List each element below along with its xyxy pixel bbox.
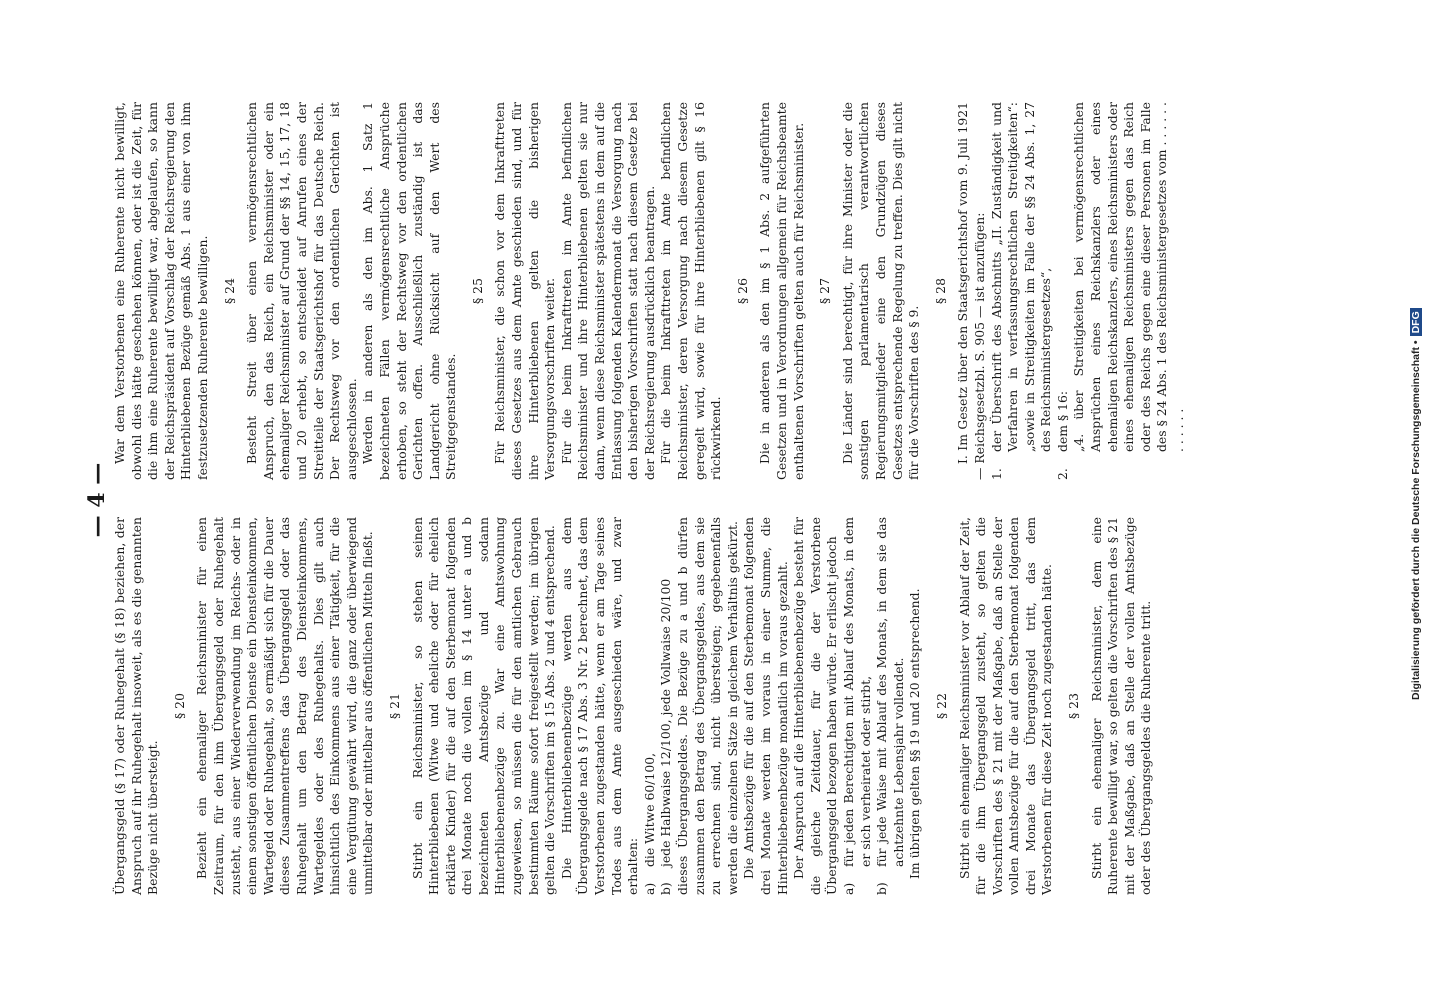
section-heading: § 25	[469, 278, 485, 304]
paragraph: Die in anderen als den im § 1 Abs. 2 aufgeführten Gesetzen und in Verordnungen allgemein für Reichsbeamte enthaltenen Vorschriften gelten auch für Reichsminister.	[757, 102, 806, 480]
paragraph: Werden in anderen als den im Abs. 1 Satz 1 bezeichneten Fällen vermögensrechtliche Ansprüche erhoben, so steht der Rechtsweg vor den ordentlichen Gerichten offen. Ausschließlich zuständig ist das Landgericht ohne Rücksicht auf den Wert des Streitgegenstandes.	[360, 102, 459, 480]
list-item	[1055, 102, 1072, 480]
paragraph: Besteht Streit über einen vermögensrechtlichen Anspruch, den das Reich, ein Reichsminister oder ein ehemaliger Reichsminister auf Grund der §§ 14, 15, 17, 18 und 20 erhebt, so entscheidet auf Anrufen eines der Streitteile der Staatsgerichtshof für das Deutsche Reich. Der Rechtsweg vor den ordentlichen Gerichten ist ausgeschlossen.	[244, 102, 359, 480]
list-item-label: a)	[840, 882, 856, 895]
list-item-text: dem § 16:	[1054, 390, 1070, 452]
list-item	[642, 517, 659, 895]
dfg-logo: DFG	[1410, 308, 1422, 336]
list-item-text: „4. über Streitigkeiten bei vermögensrechtlichen Ansprüchen eines Reichskanzlers oder eines ehemaligen Reichskanzlers, eines Reichsministers oder eines ehemaligen Reichsministers gegen das Reich oder des Reichs gegen eine dieser Personen im Falle des § 24 Abs. 1 des Reichsministergesetzes vom . . . . . . . . . . . .	[1071, 102, 1187, 452]
digitization-caption: Digitalisierung gefördert durch die Deutsche Forschungsgemeinschaft •	[1410, 340, 1422, 700]
paragraph: Für die beim Inkrafttreten im Amte befindlichen Reichsminister und ihre Hinterbliebenen gelten sie nur dann, wenn diese Reichsminister spätestens in dem auf die Entlassung folgenden Kalendermonat die Versorgung nach den bisherigen Vorschriften statt nach diesem Gesetze bei der Reichsregierung ausdrücklich beantragen.	[558, 102, 657, 480]
list-item	[989, 102, 1055, 480]
list-item-label: 2.	[1054, 468, 1070, 480]
section-heading: § 26	[734, 278, 750, 304]
paragraph: Bezieht ein ehemaliger Reichsminister für einen Zeitraum, für den ihm Übergangsgeld oder Ruhegehalt zusteht, aus einer Wiederverwendung im Reichs- oder in einem sonstigen öffentlichen Dienste ein Diensteinkommen, Wartegeld oder Ruhegehalt, so ermäßigt sich für die Dauer dieses Zusammentreffens das Übergangsgeld oder das Ruhegehalt um den Betrag des Diensteinkommens, Wartegeldes oder des Ruhegehalts. Dies gilt auch hinsichtlich des Einkommens aus einer Tätigkeit, für die eine Vergütung gewährt wird, die ganz oder überwiegend unmittelbar oder mittelbar aus öffentlichen Mitteln fließt.	[194, 517, 376, 895]
paragraph: Im übrigen gelten §§ 19 und 20 entsprechend.	[907, 588, 923, 879]
paragraph: Stirbt ein Reichsminister, so stehen seinen Hinterbliebenen (Witwe und eheliche oder für ehelich erklärte Kinder) für die auf den Sterbemonat folgenden drei Monate noch die vollen im § 14 unter a und b bezeichneten Amtsbezüge und sodann Hinterbliebenenbezüge zu. War eine Amtswohnung zugewiesen, so müssen die für den amtlichen Gebrauch bestimmten Räume sofort freigestellt werden; im übrigen gelten die Vorschriften im § 15 Abs. 2 und 4 entsprechend.	[409, 517, 558, 895]
list-item-label: b)	[658, 882, 674, 895]
section-heading: § 21	[386, 693, 402, 719]
paragraph: Stirbt ein ehemaliger Reichsminister, dem eine Ruherente bewilligt war, so gelten die Vorschriften des § 21 mit der Maßgabe, daß an Stelle der vollen Amtsbezüge oder des Übergangsgeldes die Ruherente tritt.	[1088, 517, 1154, 895]
paragraph: Die Amtsbezüge für die auf den Sterbemonat folgenden drei Monate werden im voraus in einer Summe, die Hinterbliebenenbezüge monatlich im voraus gezahlt.	[741, 517, 790, 895]
section-heading: § 27	[817, 278, 833, 304]
paragraph: I. Im Gesetz über den Staatsgerichtshof vom 9. Juli 1921 — Reichsgesetzbl. S. 905 — ist anzufügen:	[955, 102, 987, 480]
list-item-text: für jeden Berechtigten mit Ablauf des Monats, in dem er sich verheiratet oder stirbt,	[840, 517, 873, 867]
list-item-label: 1.	[988, 468, 1004, 480]
list-item	[841, 517, 874, 895]
paragraph: Übergangsgeld (§ 17) oder Ruhegehalt (§ 18) beziehen, der Anspruch auf ihr Ruhegehalt insoweit, als es die genannten Bezüge nicht übersteigt.	[112, 517, 161, 895]
left-text-column	[112, 517, 1155, 895]
list-item-text: jede Halbwaise 12/100, jede Vollwaise 20/100	[658, 578, 674, 867]
paragraph: Stirbt ein ehemaliger Reichsminister vor Ablauf der Zeit, für die ihm Übergangsgeld zusteht, so gelten die Vorschriften des § 21 mit der Maßgabe, daß an Stelle der vollen Amtsbezüge für die auf den Sterbemonat folgenden drei Monate das Übergangsgeld tritt, das dem Verstorbenen für diese Zeit noch zugestanden hätte.	[956, 517, 1055, 895]
list-item	[1071, 102, 1187, 480]
list-item-text: der Überschrift des Abschnitts „II. Zuständigkeit und Verfahren in verfassungsrechtlichen Streitigkeiten“: „sowie in Streitigkeiten im Falle der §§ 24 Abs. 1, 27 des Reichsministergesetzes“,	[988, 102, 1054, 452]
list-item	[874, 517, 907, 895]
paragraph: War dem Verstorbenen eine Ruherente nicht bewilligt, obwohl dies hätte geschehen können, oder ist die Zeit, für die ihm eine Ruherente bewilligt war, abgelaufen, so kann der Reichspräsident auf Vorschlag der Reichsregierung den Hinterbliebenen Bezüge gemäß Abs. 1 aus einer von ihm festzusetzenden Ruherente bewilligen.	[112, 102, 210, 480]
section-heading: § 22	[933, 693, 949, 719]
digitization-sidebar	[1406, 0, 1432, 1000]
list-item-label: a)	[641, 882, 657, 895]
list-item-label: b)	[874, 882, 890, 895]
list-item	[658, 517, 675, 895]
digitization-caption-rotated	[1410, 0, 1428, 700]
paragraph: Der Anspruch auf die Hinterbliebenenbezüge besteht für die gleiche Zeitdauer, für die der Verstorbene Übergangsgeld bezogen haben würde. Er erlischt jedoch	[791, 517, 840, 895]
list-item-text: die Witwe 60/100,	[641, 752, 657, 867]
paragraph: Die Länder sind berechtigt, für ihre Minister oder die sonstigen parlamentarisch verantwortlichen Regierungsmitglieder eine den Grundzügen dieses Gesetzes entsprechende Regelung zu treffen. Dies gilt nicht für die Vorschriften des § 9.	[839, 102, 922, 480]
section-heading: § 24	[221, 278, 237, 304]
section-heading: § 20	[171, 693, 187, 719]
right-text-column	[112, 102, 1188, 480]
section-heading: § 28	[932, 278, 948, 304]
list-item-text: für jede Waise mit Ablauf des Monats, in dem sie das achtzehnte Lebensjahr vollendet.	[874, 517, 906, 867]
section-heading: § 23	[1066, 693, 1082, 719]
paragraph: Die Hinterbliebenenbezüge werden aus dem Übergangsgelde nach § 17 Abs. 3 Nr. 2 berechnet, das dem Verstorbenen zugestanden hätte, wenn er am Tage seines Todes aus dem Amte ausgeschieden wäre, und zwar erhalten:	[558, 517, 641, 895]
paragraph: Für Reichsminister, die schon vor dem Inkrafttreten dieses Gesetzes aus dem Amte geschieden sind, und für ihre Hinterbliebenen gelten die bisherigen Versorgungsvorschriften weiter.	[492, 102, 558, 480]
paragraph: Für die beim Inkrafttreten im Amte befindlichen Reichsminister, deren Versorgung nach diesem Gesetze geregelt wird, sowie für ihre Hinterbliebenen gilt § 16 rückwirkend.	[658, 102, 724, 480]
paragraph: dieses Übergangsgeldes. Die Bezüge zu a und b dürfen zusammen den Betrag des Übergangsgeldes, aus dem sie zu errechnen sind, nicht übersteigen; gegebenenfalls werden die einzelnen Sätze in gleichem Verhältnis gekürzt.	[675, 517, 740, 895]
page-number: — 4 —	[84, 462, 110, 538]
